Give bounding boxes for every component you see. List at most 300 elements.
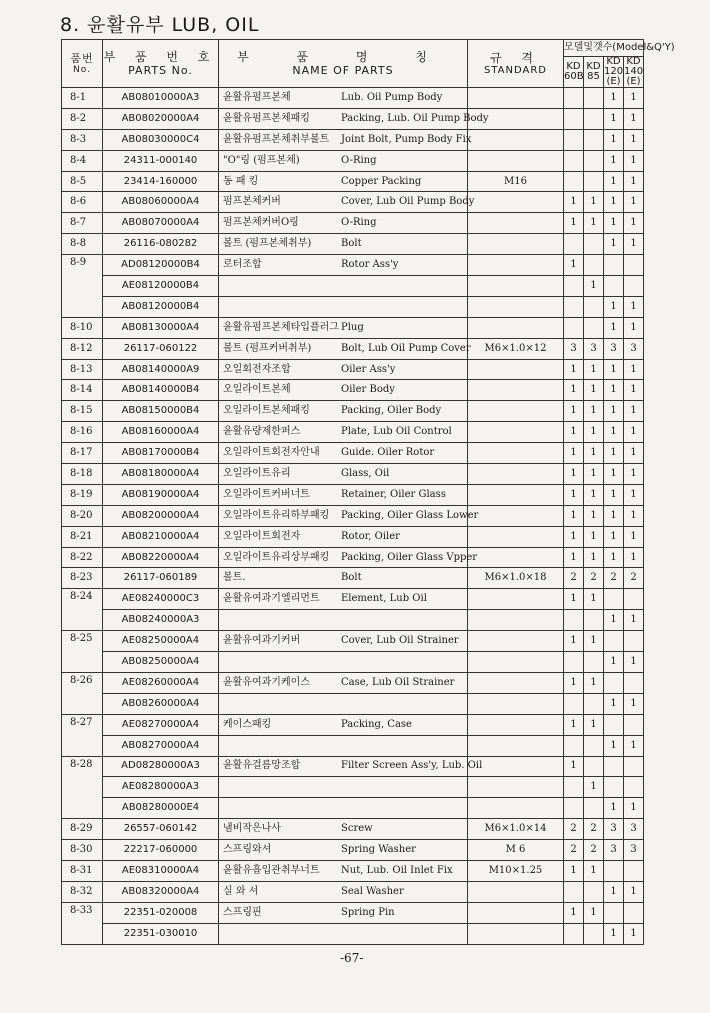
table-row xyxy=(62,547,644,568)
row-quantity: 2 xyxy=(604,568,624,589)
part-name-korean: 오일라이트커버너트 xyxy=(223,488,310,500)
row-quantity: 1 xyxy=(584,213,604,234)
row-quantity: 1 xyxy=(624,88,644,109)
table-row xyxy=(62,505,644,526)
table-row xyxy=(62,296,644,317)
row-item-number: 8-19 xyxy=(62,484,103,505)
row-quantity xyxy=(584,610,604,631)
header-model-1: KD 85 xyxy=(584,57,604,88)
row-part-name xyxy=(219,840,468,861)
table-row xyxy=(62,652,644,673)
row-quantity: 1 xyxy=(604,610,624,631)
row-item-number: 8-12 xyxy=(62,338,103,359)
table-row xyxy=(62,840,644,861)
row-item-number: 8-16 xyxy=(62,422,103,443)
row-part-number: AB08190000A4 xyxy=(103,484,219,505)
row-quantity xyxy=(584,88,604,109)
row-quantity: 1 xyxy=(624,923,644,944)
row-quantity xyxy=(564,296,584,317)
row-quantity xyxy=(604,714,624,735)
row-part-number: AB08260000A4 xyxy=(103,693,219,714)
row-quantity: 1 xyxy=(624,150,644,171)
part-name-korean: 스프링와셔 xyxy=(223,844,272,855)
row-part-number: 26117-060122 xyxy=(103,338,219,359)
row-item-number: 8-25 xyxy=(62,631,103,673)
table-row xyxy=(62,129,644,150)
table-row xyxy=(62,317,644,338)
page-number: -67- xyxy=(340,951,364,965)
table-row xyxy=(62,464,644,485)
row-quantity: 1 xyxy=(624,234,644,255)
part-name-english: Nut, Lub. Oil Inlet Fix xyxy=(341,864,453,876)
row-quantity: 1 xyxy=(604,464,624,485)
row-quantity: 1 xyxy=(564,672,584,693)
row-part-number: AE08250000A4 xyxy=(103,631,219,652)
row-quantity: 1 xyxy=(564,860,584,881)
row-item-number: 8-31 xyxy=(62,860,103,881)
row-quantity: 1 xyxy=(564,380,584,401)
row-part-number: AB08270000A4 xyxy=(103,735,219,756)
row-part-number: AB08320000A4 xyxy=(103,881,219,902)
row-quantity: 1 xyxy=(604,881,624,902)
row-quantity xyxy=(584,255,604,276)
row-quantity: 3 xyxy=(564,338,584,359)
row-part-name xyxy=(219,881,468,902)
row-quantity: 1 xyxy=(564,902,584,923)
row-quantity: 1 xyxy=(584,505,604,526)
row-quantity xyxy=(624,756,644,777)
row-item-number: 8-15 xyxy=(62,401,103,422)
row-quantity xyxy=(604,276,624,297)
header-model-0: KD 60B xyxy=(564,57,584,88)
part-name-korean: 펌프본체커버 xyxy=(223,196,281,208)
row-quantity: 2 xyxy=(564,568,584,589)
part-name-korean: 오일라이트유리하부패킹 xyxy=(223,509,330,521)
table-row xyxy=(62,380,644,401)
row-part-name xyxy=(219,505,479,526)
part-name-korean: 오일라이트본체 xyxy=(223,384,291,396)
row-standard xyxy=(468,505,564,526)
row-quantity: 2 xyxy=(584,568,604,589)
table-row xyxy=(62,526,644,547)
table-row xyxy=(62,693,644,714)
row-standard xyxy=(468,735,564,756)
row-quantity: 2 xyxy=(624,568,644,589)
row-part-number: AD08280000A3 xyxy=(103,756,219,777)
row-part-number: AB08200000A4 xyxy=(103,505,219,526)
row-part-number: AB08150000B4 xyxy=(103,401,219,422)
row-quantity xyxy=(624,255,644,276)
row-quantity: 1 xyxy=(584,192,604,213)
row-quantity: 1 xyxy=(604,798,624,819)
row-standard xyxy=(468,798,564,819)
row-part-name xyxy=(219,338,471,359)
row-part-name xyxy=(219,380,468,401)
row-item-number: 8-26 xyxy=(62,672,103,714)
row-part-number: 24311-000140 xyxy=(103,150,219,171)
row-standard xyxy=(468,234,564,255)
row-part-name xyxy=(219,860,468,881)
row-quantity: 1 xyxy=(584,484,604,505)
row-standard xyxy=(468,672,564,693)
row-quantity xyxy=(584,923,604,944)
table-row xyxy=(62,902,644,923)
row-part-name xyxy=(219,464,468,485)
table-row xyxy=(62,338,644,359)
row-quantity: 1 xyxy=(624,213,644,234)
row-quantity: 3 xyxy=(624,338,644,359)
row-quantity: 1 xyxy=(624,359,644,380)
row-quantity: 1 xyxy=(584,714,604,735)
row-quantity xyxy=(624,902,644,923)
row-quantity xyxy=(564,317,584,338)
row-standard: M6×1.0×14 xyxy=(468,819,564,840)
row-quantity: 1 xyxy=(624,171,644,192)
table-row xyxy=(62,108,644,129)
part-name-english: Element, Lub Oil xyxy=(341,593,427,605)
table-row xyxy=(62,443,644,464)
row-quantity: 1 xyxy=(604,735,624,756)
row-part-number: AD08120000B4 xyxy=(103,255,219,276)
row-part-name xyxy=(219,777,468,798)
row-part-number: AB08140000A9 xyxy=(103,359,219,380)
row-part-name xyxy=(219,359,468,380)
page-title: 8. 윤활유부 LUB, OIL xyxy=(60,14,260,36)
row-quantity: 1 xyxy=(604,171,624,192)
table-row xyxy=(62,756,644,777)
row-item-number: 8-32 xyxy=(62,881,103,902)
part-name-english: Bolt, Lub Oil Pump Cover xyxy=(341,342,471,354)
part-name-korean: 냄비작은나사 xyxy=(223,823,281,835)
part-name-korean: 윤활유펌프본체취부볼트 xyxy=(223,133,330,145)
part-name-korean: 윤활유펌프본체타입플러그 xyxy=(223,321,339,333)
part-name-english: Case, Lub Oil Strainer xyxy=(341,676,455,688)
row-item-number: 8-28 xyxy=(62,756,103,819)
part-name-english: Screw xyxy=(341,823,373,835)
part-name-english: Cover, Lub Oil Strainer xyxy=(341,635,459,647)
row-part-number: AB08280000E4 xyxy=(103,798,219,819)
row-quantity: 1 xyxy=(564,756,584,777)
row-quantity: 1 xyxy=(584,860,604,881)
row-part-name xyxy=(219,756,483,777)
row-quantity xyxy=(624,777,644,798)
part-name-korean: 윤활유걸름망조합 xyxy=(223,760,301,772)
row-part-name xyxy=(219,568,468,589)
part-name-korean: 윤활유여과기케이스 xyxy=(223,676,310,688)
row-standard xyxy=(468,881,564,902)
table-row xyxy=(62,255,644,276)
row-quantity: 1 xyxy=(564,547,584,568)
row-quantity: 1 xyxy=(604,505,624,526)
row-standard: M6×1.0×18 xyxy=(468,568,564,589)
part-name-english: Retainer, Oiler Glass xyxy=(341,488,446,500)
row-quantity: 1 xyxy=(604,88,624,109)
row-quantity: 1 xyxy=(564,192,584,213)
part-name-english: Lub. Oil Pump Body xyxy=(341,91,443,103)
row-quantity: 1 xyxy=(584,401,604,422)
row-part-number: AB08060000A4 xyxy=(103,192,219,213)
row-standard xyxy=(468,631,564,652)
row-quantity: 1 xyxy=(584,547,604,568)
row-quantity: 3 xyxy=(624,840,644,861)
row-part-number: AB08240000A3 xyxy=(103,610,219,631)
header-model-group: 모델및갯수(Model&Q'Y) xyxy=(564,40,644,57)
row-standard xyxy=(468,276,564,297)
table-row xyxy=(62,422,644,443)
part-name-korean: 볼트 (펌프커버취부) xyxy=(223,342,312,354)
row-part-number: 22351-030010 xyxy=(103,923,219,944)
part-name-english: Oiler Body xyxy=(341,384,395,396)
row-quantity: 1 xyxy=(624,464,644,485)
row-quantity xyxy=(564,129,584,150)
row-standard xyxy=(468,317,564,338)
row-quantity xyxy=(604,631,624,652)
row-quantity: 1 xyxy=(604,693,624,714)
table-row xyxy=(62,610,644,631)
row-part-number: AB08030000C4 xyxy=(103,129,219,150)
row-quantity: 1 xyxy=(584,672,604,693)
row-quantity xyxy=(584,756,604,777)
row-quantity: 1 xyxy=(584,526,604,547)
row-part-number: 26116-080282 xyxy=(103,234,219,255)
part-name-korean: 오일라이트유리상부패킹 xyxy=(223,551,330,563)
row-item-number: 8-3 xyxy=(62,129,103,150)
part-name-korean: 펌프본체커버O링 xyxy=(223,217,299,229)
row-part-name xyxy=(219,88,468,109)
row-standard xyxy=(468,693,564,714)
parts-table xyxy=(61,39,675,945)
row-quantity: 3 xyxy=(624,819,644,840)
row-quantity: 1 xyxy=(624,296,644,317)
part-name-english: Filter Screen Ass'y, Lub. Oil xyxy=(341,760,483,772)
part-name-korean: 스프링핀 xyxy=(223,906,262,918)
row-quantity xyxy=(564,171,584,192)
row-standard xyxy=(468,192,564,213)
row-quantity xyxy=(564,693,584,714)
row-quantity xyxy=(624,276,644,297)
row-part-name xyxy=(219,171,468,192)
row-part-name xyxy=(219,547,478,568)
table-row xyxy=(62,631,644,652)
row-part-number: 26117-060189 xyxy=(103,568,219,589)
table-row xyxy=(62,88,644,109)
row-quantity xyxy=(604,756,624,777)
row-item-number: 8-23 xyxy=(62,568,103,589)
row-part-name xyxy=(219,234,468,255)
row-quantity xyxy=(584,234,604,255)
row-quantity xyxy=(624,589,644,610)
row-quantity xyxy=(564,881,584,902)
row-part-name xyxy=(219,129,472,150)
row-quantity: 1 xyxy=(624,401,644,422)
row-quantity xyxy=(564,652,584,673)
row-quantity: 1 xyxy=(604,422,624,443)
row-standard xyxy=(468,714,564,735)
row-part-name xyxy=(219,735,468,756)
row-part-number: 26557-060142 xyxy=(103,819,219,840)
part-name-korean: 윤활유흡입관취부너트 xyxy=(223,864,320,876)
table-row xyxy=(62,860,644,881)
row-quantity: 1 xyxy=(604,359,624,380)
table-row xyxy=(62,276,644,297)
row-part-number: 23414-160000 xyxy=(103,171,219,192)
part-name-english: Packing, Oiler Glass Vpper xyxy=(341,551,478,563)
row-quantity xyxy=(564,777,584,798)
row-quantity: 1 xyxy=(624,317,644,338)
row-quantity: 1 xyxy=(584,464,604,485)
part-name-english: Packing, Lub. Oil Pump Body xyxy=(341,112,489,124)
part-name-korean: 볼트. xyxy=(223,572,246,584)
row-part-number: AB08180000A4 xyxy=(103,464,219,485)
row-part-name xyxy=(219,610,468,631)
table-row xyxy=(62,401,644,422)
part-name-english: Copper Packing xyxy=(341,175,422,187)
row-quantity xyxy=(564,610,584,631)
part-name-english: Packing, Oiler Glass Lower xyxy=(341,509,479,521)
row-part-name xyxy=(219,401,468,422)
row-standard: M16 xyxy=(468,171,564,192)
row-part-name xyxy=(219,693,468,714)
row-quantity: 2 xyxy=(564,840,584,861)
part-name-english: Plate, Lub Oil Control xyxy=(341,426,452,438)
table-row xyxy=(62,589,644,610)
row-quantity: 1 xyxy=(564,505,584,526)
part-name-english: O-Ring xyxy=(341,154,377,166)
row-quantity: 1 xyxy=(564,714,584,735)
table-row xyxy=(62,192,644,213)
row-item-number: 8-6 xyxy=(62,192,103,213)
row-standard xyxy=(468,547,564,568)
row-standard xyxy=(468,380,564,401)
row-part-number: AB08170000B4 xyxy=(103,443,219,464)
row-quantity: 1 xyxy=(624,380,644,401)
row-quantity: 1 xyxy=(604,296,624,317)
row-part-number: AB08070000A4 xyxy=(103,213,219,234)
row-part-number: 22351-020008 xyxy=(103,902,219,923)
row-quantity xyxy=(564,234,584,255)
row-quantity xyxy=(564,735,584,756)
row-part-number: AE08310000A4 xyxy=(103,860,219,881)
row-part-name xyxy=(219,526,468,547)
row-part-number: 22217-060000 xyxy=(103,840,219,861)
row-part-name xyxy=(219,192,475,213)
row-quantity: 1 xyxy=(624,192,644,213)
part-name-korean: 윤활유펌프본체 xyxy=(223,91,291,103)
part-name-korean: 오일라이트본체패킹 xyxy=(223,405,310,417)
row-quantity xyxy=(624,631,644,652)
row-part-name xyxy=(219,714,468,735)
header-name: 부 품 명 칭 NAME OF PARTS xyxy=(219,40,468,88)
row-part-number: AE08270000A4 xyxy=(103,714,219,735)
part-name-english: Cover, Lub Oil Pump Body xyxy=(341,196,475,208)
row-standard xyxy=(468,526,564,547)
part-name-english: Packing, Oiler Body xyxy=(341,405,442,417)
row-quantity xyxy=(624,860,644,881)
row-item-number: 8-10 xyxy=(62,317,103,338)
row-quantity: 1 xyxy=(564,359,584,380)
row-standard xyxy=(468,610,564,631)
row-quantity: 1 xyxy=(604,150,624,171)
row-quantity: 2 xyxy=(584,840,604,861)
row-part-name xyxy=(219,422,468,443)
row-quantity: 1 xyxy=(624,108,644,129)
table-row xyxy=(62,568,644,589)
row-part-name xyxy=(219,902,468,923)
row-part-name xyxy=(219,443,468,464)
row-part-number: AB08010000A3 xyxy=(103,88,219,109)
row-standard xyxy=(468,255,564,276)
row-part-name xyxy=(219,631,468,652)
table-row xyxy=(62,171,644,192)
row-quantity: 1 xyxy=(564,484,584,505)
row-standard xyxy=(468,88,564,109)
row-quantity: 1 xyxy=(624,798,644,819)
table-row xyxy=(62,798,644,819)
part-name-korean: 오일라이트유리 xyxy=(223,467,291,479)
part-name-english: Seal Washer xyxy=(341,885,404,897)
row-part-name xyxy=(219,819,468,840)
row-quantity xyxy=(604,777,624,798)
header-standard: 규 격 STANDARD xyxy=(468,40,564,88)
row-item-number: 8-1 xyxy=(62,88,103,109)
row-quantity: 1 xyxy=(624,443,644,464)
header-parts-no: 부 품 번 호 PARTS No. xyxy=(103,40,219,88)
row-item-number: 8-24 xyxy=(62,589,103,631)
row-quantity: 1 xyxy=(564,464,584,485)
row-part-name xyxy=(219,108,489,129)
table-row xyxy=(62,484,644,505)
row-quantity: 1 xyxy=(604,484,624,505)
row-quantity: 1 xyxy=(624,735,644,756)
row-part-number: AB08210000A4 xyxy=(103,526,219,547)
row-quantity: 1 xyxy=(564,255,584,276)
row-part-number: AB08220000A4 xyxy=(103,547,219,568)
part-name-english: Oiler Ass'y xyxy=(341,363,396,375)
row-quantity xyxy=(604,589,624,610)
row-quantity: 1 xyxy=(624,610,644,631)
row-part-number: AB08020000A4 xyxy=(103,108,219,129)
row-quantity: 1 xyxy=(564,443,584,464)
row-quantity: 1 xyxy=(584,777,604,798)
part-name-english: Rotor, Oiler xyxy=(341,530,400,542)
row-quantity: 3 xyxy=(604,840,624,861)
row-quantity xyxy=(564,276,584,297)
part-name-korean: 실 와 셔 xyxy=(223,885,259,897)
row-quantity: 1 xyxy=(604,192,624,213)
table-row xyxy=(62,213,644,234)
row-quantity: 1 xyxy=(584,359,604,380)
row-quantity xyxy=(584,652,604,673)
row-part-name xyxy=(219,652,468,673)
row-quantity: 3 xyxy=(584,338,604,359)
row-quantity: 1 xyxy=(564,526,584,547)
row-quantity xyxy=(564,923,584,944)
row-quantity: 1 xyxy=(624,547,644,568)
row-quantity: 1 xyxy=(604,380,624,401)
row-item-number: 8-7 xyxy=(62,213,103,234)
row-part-number: AE08260000A4 xyxy=(103,672,219,693)
row-item-number: 8-29 xyxy=(62,819,103,840)
row-quantity: 1 xyxy=(624,881,644,902)
row-part-name xyxy=(219,150,468,171)
part-name-english: Rotor Ass'y xyxy=(341,259,399,271)
row-standard xyxy=(468,213,564,234)
row-part-name xyxy=(219,255,468,276)
row-quantity: 1 xyxy=(624,484,644,505)
row-quantity xyxy=(584,693,604,714)
row-standard xyxy=(468,652,564,673)
row-standard xyxy=(468,443,564,464)
